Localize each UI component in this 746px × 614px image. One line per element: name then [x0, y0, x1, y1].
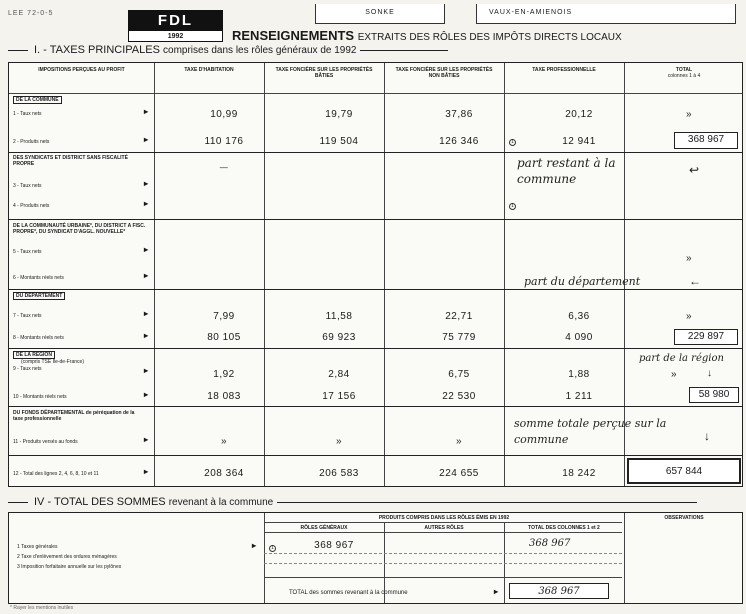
- r6-total: »: [685, 253, 693, 264]
- footer-note: * Rayer les mentions inutiles: [10, 605, 74, 611]
- iv-roles-value: 368 967: [314, 540, 354, 551]
- r8-tfnb: 75 779: [442, 332, 476, 343]
- r10-total-box: 58 980: [689, 387, 739, 403]
- group-region: DE LA RÉGION: [13, 351, 55, 359]
- hdr-produits: PRODUITS COMPRIS DANS LES RÔLES ÉMIS EN 1992: [378, 515, 510, 521]
- row-divider: [9, 93, 742, 94]
- iv-total-hand: 368 967: [529, 538, 571, 549]
- r9-total: »: [670, 369, 678, 380]
- row-bullet: ▸: [144, 366, 149, 375]
- iv-line-2: 2 Taxe d'enlèvement des ordures ménagères: [17, 554, 117, 560]
- document-code: LEE 72-0-5: [8, 10, 54, 17]
- hdr-tfnb: TAXE FONCIÈRE SUR LES PROPRIÉTÉS NON BÂTIES: [395, 67, 493, 79]
- row-label-10: 10 - Montants réels nets: [13, 394, 67, 400]
- row-label-4: 4 - Produits nets: [13, 203, 50, 209]
- circle-marker-1: 1: [509, 203, 516, 210]
- hdr-autres-roles: AUTRES RÔLES: [424, 525, 464, 531]
- r1-total: »: [685, 109, 693, 120]
- r1-tfnb: 37,86: [445, 109, 473, 120]
- commune-code: SONKE: [315, 4, 445, 24]
- col-divider: [264, 513, 265, 603]
- hdr-observations: OBSERVATIONS: [664, 515, 704, 521]
- row-divider: [9, 289, 742, 290]
- col-divider: [384, 63, 385, 486]
- section-1-number: I.: [34, 44, 41, 56]
- row-label-7: 7 - Taux nets: [13, 313, 42, 319]
- r7-tp: 6,36: [568, 311, 590, 322]
- row-bullet: ▸: [144, 107, 149, 116]
- arrow-down-icon: ↓: [704, 429, 710, 443]
- col-divider: [154, 63, 155, 486]
- row-divider: [9, 406, 742, 407]
- arrow-down-icon: ↓: [707, 368, 712, 379]
- r11-tfnb: »: [455, 436, 463, 447]
- row-bullet: ▸: [144, 135, 149, 144]
- row-bullet: ▸: [494, 587, 499, 596]
- r8-total-box: 229 897: [674, 329, 738, 345]
- r10-tfb: 17 156: [322, 391, 356, 402]
- page-title-sub: EXTRAITS DES RÔLES DES IMPÔTS DIRECTS LOCAUX: [357, 32, 622, 43]
- r7-th: 7,99: [213, 311, 235, 322]
- hdr-th: TAXE D'HABITATION: [184, 67, 234, 73]
- arrow-icon: ↩: [689, 163, 700, 177]
- section-4-rule-left: [8, 502, 28, 503]
- r7-tfnb: 22,71: [445, 311, 473, 322]
- r9-tfnb: 6,75: [448, 369, 470, 380]
- section-4-title: TOTAL DES SOMMES: [53, 496, 166, 508]
- r7-tfb: 11,58: [325, 311, 353, 322]
- r1-tp: 20,12: [565, 109, 593, 120]
- r9-tfb: 2,84: [328, 369, 350, 380]
- handwritten-note-total: somme totale perçue sur la commune: [514, 417, 667, 446]
- row-label-11: 11 - Produits versés au fonds: [13, 439, 78, 445]
- r10-th: 18 083: [207, 391, 241, 402]
- col-divider: [504, 63, 505, 486]
- section-1-title: TAXES PRINCIPALES: [49, 44, 160, 56]
- page-title: [232, 28, 622, 43]
- row-bullet: ▸: [144, 199, 149, 208]
- region-note: (compris TSE Ile-de-France): [21, 359, 84, 365]
- col-divider: [624, 513, 625, 603]
- row-bullet: ▸: [144, 467, 149, 476]
- r2-tp: 12 941: [562, 136, 596, 147]
- group-fonds: DU FONDS DÉPARTEMENTAL de péréquation de la taxe professionnelle: [13, 410, 135, 422]
- fdl-logo: FDL: [129, 11, 222, 31]
- r8-tfb: 69 923: [322, 332, 356, 343]
- section-4-rule-right: [277, 502, 697, 503]
- arrow-icon: ←: [689, 274, 701, 288]
- r12-tfnb: 224 655: [439, 468, 479, 479]
- row-divider: [264, 532, 622, 533]
- row-divider: [264, 522, 622, 523]
- r12-tp: 18 242: [562, 468, 596, 479]
- iv-total-label: TOTAL des sommes revenant à la commune: [289, 590, 408, 596]
- page-title-main: RENSEIGNEMENTS: [232, 28, 355, 43]
- iv-line-1: 1 Taxes générales: [17, 544, 58, 550]
- row-divider: [264, 563, 622, 564]
- hdr-roles-generaux: RÔLES GÉNÉRAUX: [300, 525, 348, 531]
- r1-th: 10,99: [210, 109, 238, 120]
- row-label-2: 2 - Produits nets: [13, 139, 50, 145]
- row-bullet: ▸: [144, 179, 149, 188]
- row-bullet: ▸: [144, 245, 149, 254]
- hdr-tp: TAXE PROFESSIONNELLE: [532, 67, 596, 73]
- total-sums-table: [8, 512, 743, 604]
- fdl-year: 1992: [167, 33, 184, 40]
- group-syndicats: DES SYNDICATS ET DISTRICT SANS FISCALITÉ PROPRE: [13, 155, 128, 167]
- row-label-6: 6 - Montants réels nets: [13, 275, 64, 281]
- row-divider: [264, 553, 622, 554]
- r9-tp: 1,88: [568, 369, 590, 380]
- row-label-12: 12 - Total des lignes 2, 4, 6, 8, 10 et 11: [13, 471, 99, 477]
- r2-th: 110 176: [204, 136, 244, 147]
- row-divider: [9, 219, 742, 220]
- section-4-heading: [8, 496, 743, 508]
- iv-total-box: [509, 583, 609, 599]
- r1-tfb: 19,79: [325, 109, 353, 120]
- section-4-subtitle: revenant à la commune: [168, 497, 274, 508]
- group-communaute: DE LA COMMUNAUTÉ URBAINE*, DU DISTRICT A FISC. PROPRE*, DU SYNDICAT D'AGGL. NOUVELLE*: [13, 223, 146, 235]
- iv-line-3: 3 Imposition forfaitaire annuelle sur les pylônes: [17, 564, 122, 570]
- section-1-rule-right: [360, 50, 448, 51]
- circle-marker-1: 1: [509, 139, 516, 146]
- r3-th-dash: —: [219, 163, 229, 172]
- row-label-5: 5 - Taux nets: [13, 249, 42, 255]
- row-bullet: ▸: [144, 331, 149, 340]
- section-4-number: IV -: [34, 496, 52, 508]
- row-label-1: 1 - Taux nets: [13, 111, 42, 117]
- taxes-table: [8, 62, 743, 487]
- row-bullet: ▸: [252, 541, 257, 550]
- r11-th: »: [220, 436, 228, 447]
- col-divider: [264, 63, 265, 486]
- section-1-heading: I. - TAXES PRINCIPALES comprises dans les rôles généraux de 1992: [8, 44, 743, 56]
- section-1-subtitle: comprises dans les rôles généraux de 1992: [163, 45, 357, 56]
- hdr-imposition: IMPOSITIONS PERÇUES AU PROFIT: [38, 67, 125, 73]
- r12-tfb: 206 583: [319, 468, 359, 479]
- row-bullet: ▸: [144, 390, 149, 399]
- r2-tfb: 119 504: [319, 136, 359, 147]
- circle-marker-1: 1: [269, 545, 276, 552]
- row-bullet: ▸: [144, 309, 149, 318]
- row-label-3: 3 - Taux nets: [13, 183, 42, 189]
- r10-tp: 1 211: [565, 391, 593, 402]
- r10-tfnb: 22 530: [442, 391, 476, 402]
- r8-th: 80 105: [207, 332, 241, 343]
- commune-name: VAUX-EN-AMIENOIS: [476, 4, 736, 24]
- r7-total: »: [685, 311, 693, 322]
- row-bullet: ▸: [144, 435, 149, 444]
- row-divider: [9, 152, 742, 153]
- group-commune: DE LA COMMUNE: [13, 96, 62, 104]
- row-divider: [264, 577, 622, 578]
- row-divider: [9, 455, 742, 456]
- group-departement: DU DÉPARTEMENT: [13, 292, 65, 300]
- hdr-total-colonnes: TOTAL DES COLONNES 1 et 2: [528, 525, 600, 531]
- hdr-total-sub: colonnes 1 à 4: [667, 73, 701, 79]
- section-1-rule-left: [8, 50, 28, 51]
- r12-total-box: 657 844: [627, 458, 741, 484]
- row-label-8: 8 - Montants réels nets: [13, 335, 64, 341]
- r2-total-box: 368 967: [674, 132, 738, 149]
- hdr-total: [629, 67, 739, 79]
- row-label-9: 9 - Taux nets: [13, 366, 42, 372]
- handwritten-note-commune: part restant à la commune: [517, 156, 616, 186]
- r2-tfnb: 126 346: [439, 136, 479, 147]
- handwritten-note-region: part de la région: [639, 353, 724, 364]
- r9-th: 1,92: [213, 369, 235, 380]
- r12-th: 208 364: [204, 468, 244, 479]
- row-bullet: ▸: [144, 271, 149, 280]
- fdl-logo-box: [128, 10, 223, 42]
- iv-total-box-value: 368 967: [538, 586, 580, 597]
- row-divider: [9, 348, 742, 349]
- r11-tfb: »: [335, 436, 343, 447]
- hdr-total-label: TOTAL: [675, 67, 693, 73]
- hdr-tfb: TAXE FONCIÈRE SUR LES PROPRIÉTÉS BÂTIES: [275, 67, 373, 79]
- r8-tp: 4 090: [565, 332, 593, 343]
- handwritten-note-departement: part du département: [524, 275, 641, 288]
